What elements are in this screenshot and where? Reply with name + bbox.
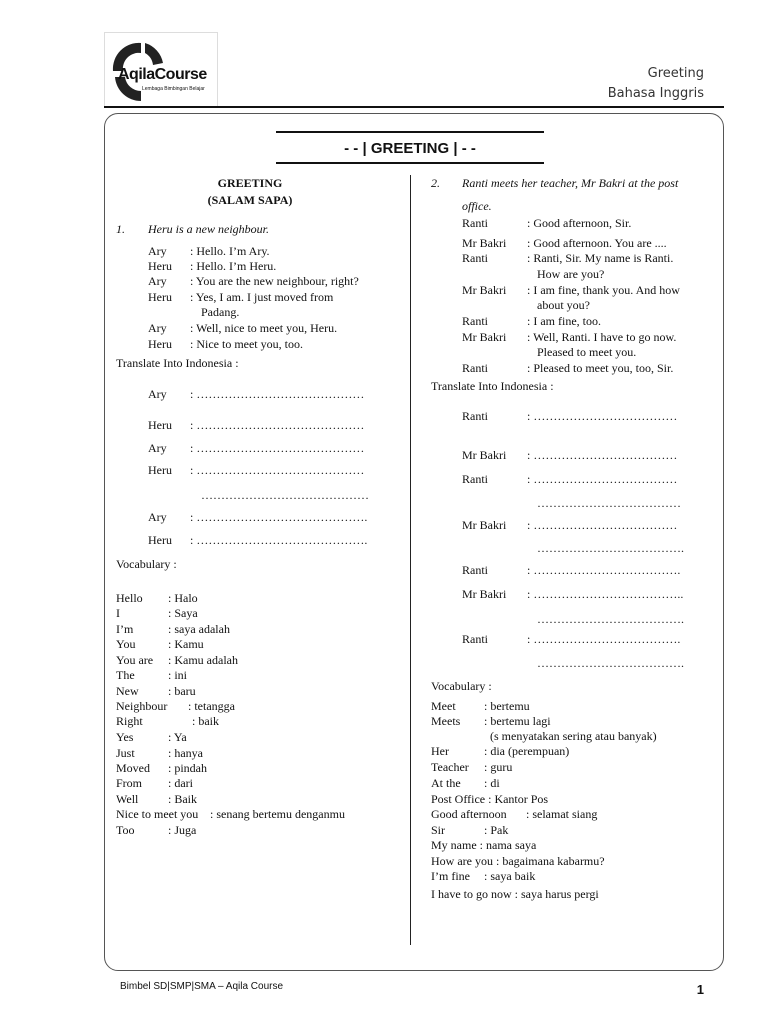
translate-blank: : …………………………………… — [190, 463, 365, 477]
title-rule-top — [276, 131, 544, 133]
vocab-word: Her — [431, 744, 449, 758]
vocab-meaning: : dari — [168, 776, 193, 790]
page-title: - - | GREETING | - - — [344, 140, 476, 157]
vocab-word: New — [116, 684, 139, 698]
logo-text: AqilaCourse — [118, 66, 207, 83]
vocab-meaning: : saya baik — [484, 869, 536, 883]
vocab-word: You are — [116, 653, 154, 667]
vocab-meaning: : tetangga — [188, 699, 235, 713]
dialog-speaker: Ary — [148, 244, 167, 258]
translate-speaker: Ranti — [462, 472, 488, 486]
vocab-meaning: : pindah — [168, 761, 207, 775]
translate-blank: : ……………………………… — [527, 472, 678, 486]
section1-title: Heru is a new neighbour. — [148, 222, 269, 236]
vocab-meaning: : Halo — [168, 591, 198, 605]
vocab-word: Nice to meet you — [116, 807, 199, 821]
vocab-word: At the — [431, 776, 461, 790]
translate-speaker: Mr Bakri — [462, 587, 507, 601]
dialog-line: : Hello. I’m Heru. — [190, 259, 277, 273]
left-translate-label: Translate Into Indonesia : — [116, 356, 239, 370]
vocab-meaning: : Juga — [168, 823, 197, 837]
header-subject: Bahasa Inggris — [607, 86, 704, 101]
vocab-meaning: : Baik — [168, 792, 197, 806]
footer-text: Bimbel SD|SMP|SMA – Aqila Course — [120, 981, 284, 992]
translate-blank: : ……………………………… — [527, 409, 678, 423]
translate-speaker: Ranti — [462, 409, 488, 423]
vocab-word: Post Office : Kantor Pos — [431, 792, 549, 806]
section2-number: 2. — [431, 176, 440, 190]
vocab-meaning: : Saya — [168, 606, 198, 620]
vocab-meaning: : Ya — [168, 730, 187, 744]
vocab-meaning: : di — [484, 776, 500, 790]
dialog-line: How are you? — [537, 267, 605, 281]
translate-speaker: Heru — [148, 533, 172, 547]
right-vocab-label: Vocabulary : — [431, 679, 492, 693]
vocab-word: Meet — [431, 699, 456, 713]
page-number: 1 — [696, 982, 704, 997]
section2-title-cont: office. — [462, 199, 492, 213]
vocab-word: My name : nama saya — [431, 838, 537, 852]
vocab-word: How are you : bagaimana kabarmu? — [431, 854, 605, 868]
translate-blank: ………………………………. — [537, 612, 684, 626]
translate-speaker: Heru — [148, 463, 172, 477]
vocab-word: Good afternoon — [431, 807, 507, 821]
translate-blank: : ……………………………… — [527, 518, 678, 532]
dialog-speaker: Mr Bakri — [462, 236, 507, 250]
dialog-speaker: Heru — [148, 290, 172, 304]
vocab-word: Meets — [431, 714, 461, 728]
dialog-speaker: Ranti — [462, 361, 488, 375]
dialog-line: : Well, Ranti. I have to go now. — [527, 330, 677, 344]
translate-speaker: Ary — [148, 387, 167, 401]
dialog-speaker: Heru — [148, 337, 172, 351]
dialog-line: : Nice to meet you, too. — [190, 337, 303, 351]
dialog-line: Pleased to meet you. — [537, 345, 637, 359]
dialog-speaker: Ary — [148, 274, 167, 288]
translate-blank: : ……………………………………. — [190, 533, 368, 547]
dialog-line: about you? — [537, 298, 590, 312]
right-translate-label: Translate Into Indonesia : — [431, 379, 554, 393]
dialog-line: : Pleased to meet you, too, Sir. — [527, 361, 674, 375]
translate-speaker: Ranti — [462, 632, 488, 646]
vocab-meaning: : Pak — [484, 823, 509, 837]
translate-speaker: Heru — [148, 418, 172, 432]
vocab-word: Neighbour — [116, 699, 168, 713]
vocab-word: I’m — [116, 622, 134, 636]
dialog-speaker: Ranti — [462, 314, 488, 328]
vocab-word: Teacher — [431, 760, 469, 774]
translate-blank: : …………………………………… — [190, 441, 365, 455]
vocab-word: Sir — [431, 823, 446, 837]
vocab-meaning: : guru — [484, 760, 513, 774]
vocab-meaning: : bertemu — [484, 699, 530, 713]
translate-speaker: Ary — [148, 441, 167, 455]
translate-speaker: Ary — [148, 510, 167, 524]
section1-number: 1. — [116, 222, 125, 236]
title-rule-bottom — [276, 162, 544, 164]
translate-blank: ………………………………. — [537, 541, 684, 555]
header-title: Greeting — [647, 66, 704, 81]
dialog-speaker: Ary — [148, 321, 167, 335]
dialog-line: : Good afternoon, Sir. — [527, 216, 632, 230]
vocab-meaning: : bertemu lagi — [484, 714, 551, 728]
translate-blank: ………………………………. — [537, 656, 684, 670]
vocab-meaning: : baru — [168, 684, 196, 698]
translate-blank: ……………………………… — [537, 496, 681, 510]
dialog-line: Padang. — [201, 305, 240, 319]
translate-blank: : ………………………………. — [527, 632, 681, 646]
translate-blank: : …………………………………… — [190, 387, 365, 401]
vocab-meaning: : baik — [192, 714, 219, 728]
vocab-meaning: : hanya — [168, 746, 203, 760]
left-vocab-label: Vocabulary : — [116, 557, 177, 571]
left-heading: GREETING — [217, 176, 283, 190]
translate-blank: : ……………………………… — [527, 448, 678, 462]
dialog-line: : Good afternoon. You are .... — [527, 236, 667, 250]
vocab-word: The — [116, 668, 135, 682]
vocab-word: Just — [116, 746, 135, 760]
dialog-line: : Ranti, Sir. My name is Ranti. — [527, 251, 674, 265]
dialog-line: : Hello. I’m Ary. — [190, 244, 270, 258]
vocab-word: From — [116, 776, 143, 790]
dialog-speaker: Heru — [148, 259, 172, 273]
dialog-speaker: Ranti — [462, 251, 488, 265]
translate-blank: : ………………………………. — [527, 563, 681, 577]
translate-blank: : ……………………………………. — [190, 510, 368, 524]
vocab-meaning: : saya adalah — [168, 622, 230, 636]
header-rule — [104, 106, 724, 108]
vocab-word: Too — [116, 823, 135, 837]
dialog-line: : Well, nice to meet you, Heru. — [190, 321, 338, 335]
vocab-word: Moved — [116, 761, 150, 775]
dialog-speaker: Mr Bakri — [462, 330, 507, 344]
dialog-line: : You are the new neighbour, right? — [190, 274, 359, 288]
left-subheading: (SALAM SAPA) — [207, 193, 293, 207]
dialog-line: : Yes, I am. I just moved from — [190, 290, 334, 304]
dialog-line: : I am fine, too. — [527, 314, 601, 328]
dialog-speaker: Mr Bakri — [462, 283, 507, 297]
column-divider — [410, 175, 411, 945]
vocab-meaning: : ini — [168, 668, 188, 682]
vocab-word: Well — [116, 792, 139, 806]
vocab-meaning: (s menyatakan sering atau banyak) — [490, 729, 657, 743]
vocab-meaning: : dia (perempuan) — [484, 744, 570, 758]
vocab-meaning: : senang bertemu denganmu — [210, 807, 345, 821]
translate-speaker: Mr Bakri — [462, 518, 507, 532]
section2-title: Ranti meets her teacher, Mr Bakri at the post — [462, 176, 679, 190]
vocab-word: I’m fine — [431, 869, 470, 883]
vocab-word: Hello — [116, 591, 143, 605]
vocab-meaning: : Kamu adalah — [168, 653, 238, 667]
vocab-word: Right — [116, 714, 143, 728]
translate-speaker: Mr Bakri — [462, 448, 507, 462]
vocab-word: I have to go now : saya harus pergi — [431, 887, 599, 901]
translate-blank: : ……………………………….. — [527, 587, 684, 601]
dialog-speaker: Ranti — [462, 216, 488, 230]
translate-blank: : …………………………………… — [190, 418, 365, 432]
translate-speaker: Ranti — [462, 563, 488, 577]
translate-blank: …………………………………… — [201, 488, 369, 502]
dialog-line: : I am fine, thank you. And how — [527, 283, 680, 297]
logo-tagline: Lembaga Bimbingan Belajar — [142, 86, 205, 92]
vocab-meaning: : Kamu — [168, 637, 204, 651]
vocab-meaning: : selamat siang — [526, 807, 598, 821]
vocab-word: I — [116, 606, 120, 620]
vocab-word: You — [116, 637, 136, 651]
vocab-word: Yes — [116, 730, 134, 744]
